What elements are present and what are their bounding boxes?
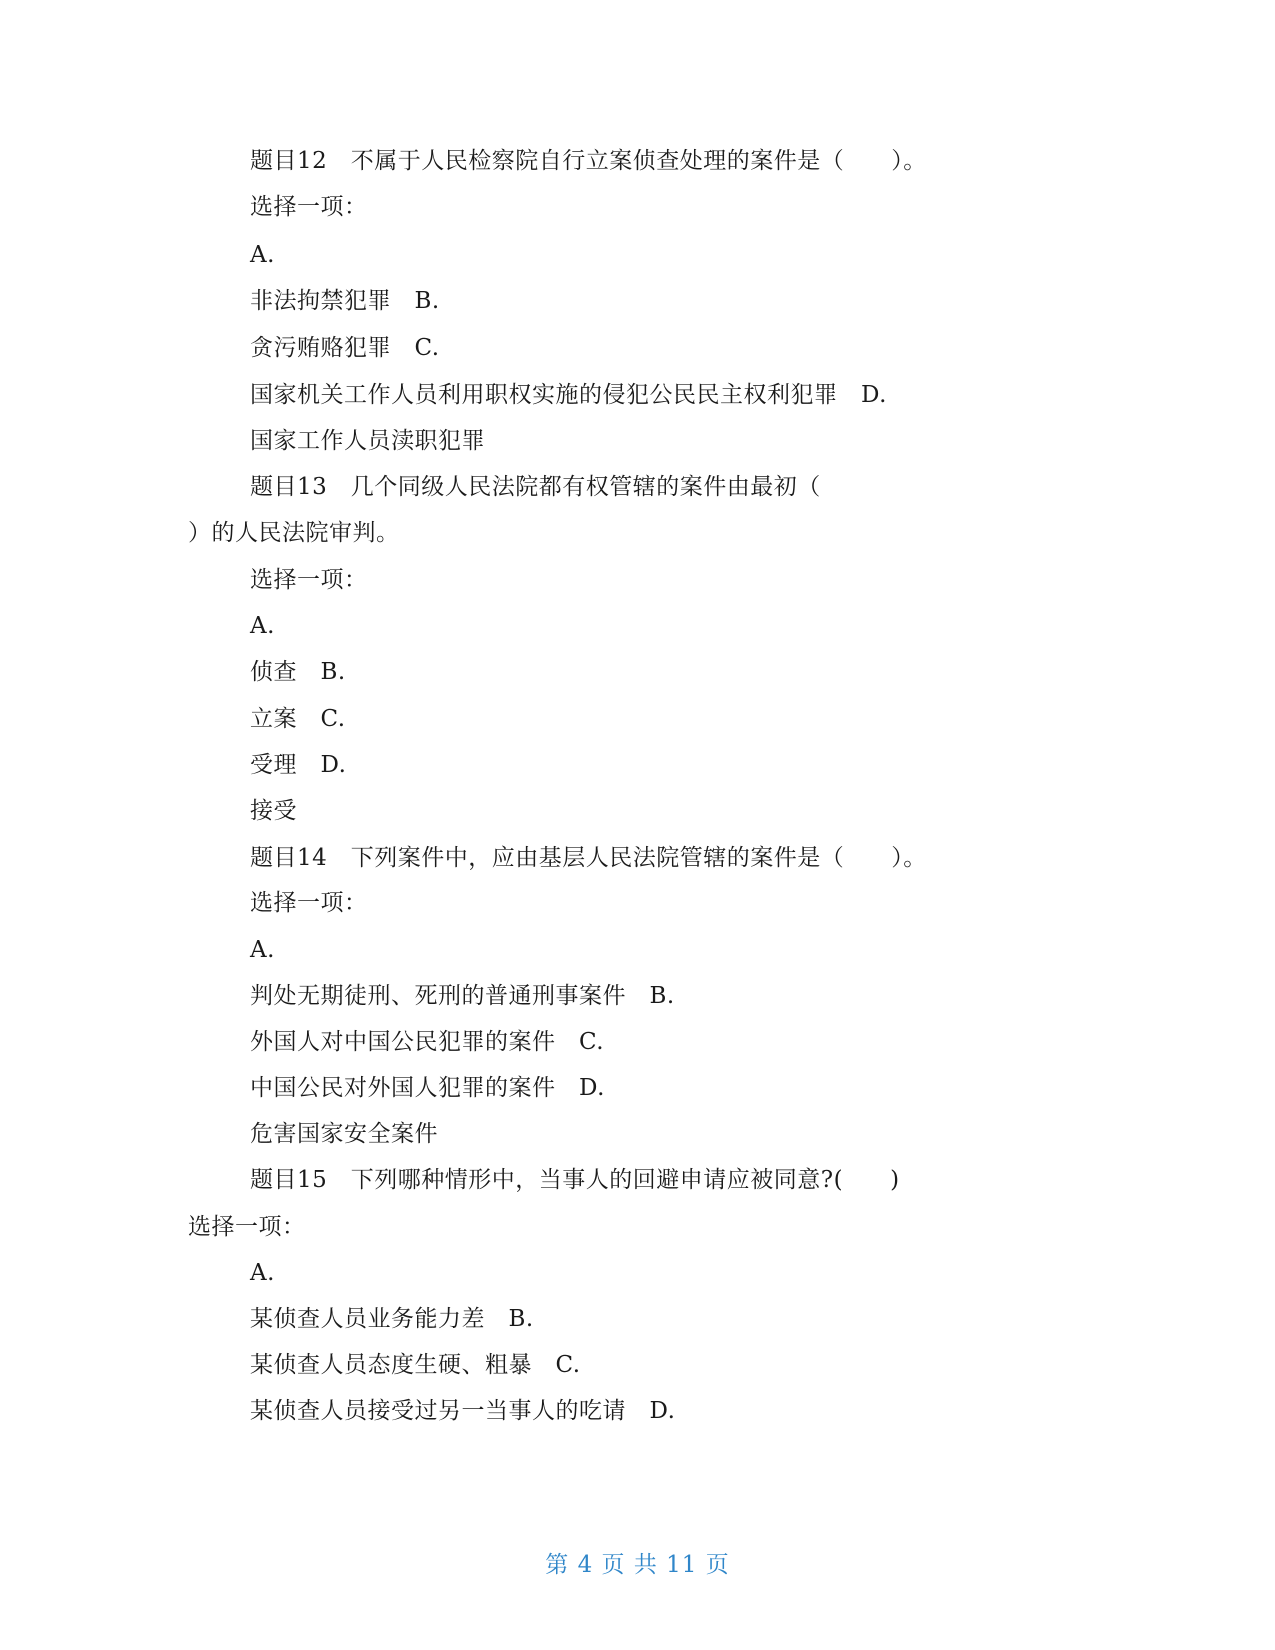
question-14-stem: 题目14 下列案件中，应由基层人民法院管辖的案件是（ ）。 [250, 845, 927, 871]
question-14-option-line: 判处无期徒刑、死刑的普通刑事案件 B. [250, 983, 675, 1009]
question-15-option-a-label: A. [250, 1260, 275, 1286]
question-12-option-line: 贪污贿赂犯罪 C. [250, 335, 440, 361]
question-13-option-a-label: A. [250, 613, 275, 639]
question-13-option-line: 侦查 B. [250, 659, 346, 685]
question-13-option-line: 受理 D. [250, 752, 347, 778]
question-15-prompt: 选择一项： [188, 1214, 306, 1240]
question-14-option-line: 外国人对中国公民犯罪的案件 C. [250, 1029, 605, 1055]
question-14-option-line: 危害国家安全案件 [250, 1121, 438, 1147]
question-13-stem-continued: ）的人民法院审判。 [188, 520, 400, 546]
question-15-option-line: 某侦查人员接受过另一当事人的吃请 D. [250, 1398, 676, 1424]
question-12-option-a-label: A. [250, 242, 275, 268]
question-12-option-line: 国家工作人员渎职犯罪 [250, 428, 485, 454]
question-14-option-a-label: A. [250, 937, 275, 963]
page-number-footer: 第 4 页 共 11 页 [545, 1552, 730, 1578]
question-13-stem: 题目13 几个同级人民法院都有权管辖的案件由最初（ [250, 474, 821, 500]
question-12-stem: 题目12 不属于人民检察院自行立案侦查处理的案件是（ ）。 [250, 148, 927, 174]
question-12-option-line: 非法拘禁犯罪 B. [250, 288, 440, 314]
question-15-stem: 题目15 下列哪种情形中，当事人的回避申请应被同意?( ) [250, 1167, 900, 1193]
question-15-option-line: 某侦查人员态度生硬、粗暴 C. [250, 1352, 581, 1378]
question-12-option-line: 国家机关工作人员利用职权实施的侵犯公民民主权利犯罪 D. [250, 382, 887, 408]
question-14-option-line: 中国公民对外国人犯罪的案件 D. [250, 1075, 605, 1101]
question-14-prompt: 选择一项： [250, 890, 368, 916]
question-15-option-line: 某侦查人员业务能力差 B. [250, 1306, 534, 1332]
question-13-option-line: 接受 [250, 798, 297, 824]
question-12-prompt: 选择一项： [250, 194, 368, 220]
question-13-option-line: 立案 C. [250, 706, 346, 732]
question-13-prompt: 选择一项： [250, 567, 368, 593]
